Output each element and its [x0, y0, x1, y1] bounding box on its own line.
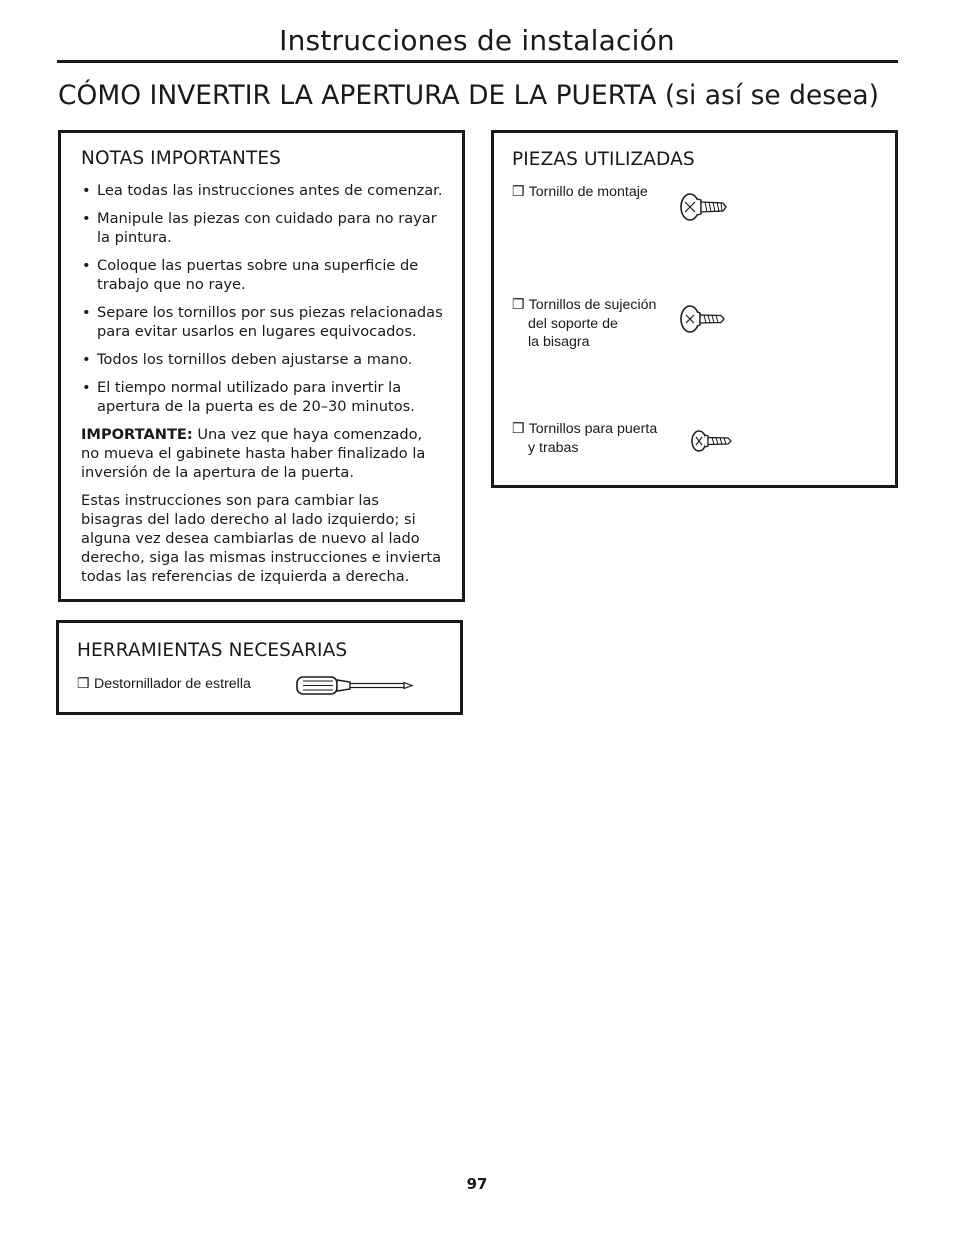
list-item: • Separe los tornillos por sus piezas relacionadas para evitar usarlos en lugares equivocados.	[81, 303, 444, 341]
list-item: • Todos los tornillos deben ajustarse a mano.	[81, 350, 444, 369]
header-divider	[57, 60, 898, 63]
part-label: Tornillo de montaje	[528, 184, 648, 200]
important-label: IMPORTANTE:	[81, 426, 193, 443]
parts-used-box	[491, 130, 898, 488]
list-item: • Lea todas las instrucciones antes de comenzar.	[81, 181, 444, 200]
section-title: CÓMO INVERTIR LA APERTURA DE LA PUERTA (si así se desea)	[58, 80, 879, 111]
list-item: • Manipule las piezas con cuidado para no rayar la pintura.	[81, 209, 444, 247]
phillips-screwdriver-icon	[295, 673, 415, 699]
part-item-mounting-screw	[512, 183, 648, 202]
part-label: Tornillos para puerta	[528, 421, 658, 437]
part-label: la bisagra	[528, 334, 590, 350]
page-title: Instrucciones de instalación	[279, 24, 675, 57]
door-stop-screw-icon	[690, 427, 734, 455]
checkbox-icon: ❒	[77, 676, 90, 692]
mounting-screw-icon	[679, 191, 729, 223]
important-text: Una vez que haya comenzado, no mueva el gabinete hasta haber finalizado la inversión de la apertura de la puerta.	[81, 426, 426, 481]
checkbox-icon: ❒	[512, 297, 525, 313]
instructions-paragraph: Estas instrucciones son para cambiar las bisagras del lado derecho al lado izquierdo; si alguna vez desea cambiarlas de nuevo al lado derecho, siga las mismas instrucciones e invierta todas las referencias de izquierda a derecha.	[81, 492, 442, 585]
important-notes-box	[58, 130, 465, 602]
page-number: 97	[466, 1175, 488, 1193]
important-notes-heading: NOTAS IMPORTANTES	[81, 148, 281, 169]
tool-item-screwdriver	[77, 675, 251, 694]
list-item: • Coloque las puertas sobre una superficie de trabajo que no raye.	[81, 256, 444, 294]
part-item-door-screws	[512, 420, 657, 457]
required-tools-box	[56, 620, 463, 715]
part-label: del soporte de	[528, 315, 618, 332]
tool-label: Destornillador de estrella	[93, 676, 251, 692]
list-item: • El tiempo normal utilizado para invertir la apertura de la puerta es de 20–30 minutos.	[81, 378, 444, 416]
required-tools-heading: HERRAMIENTAS NECESARIAS	[77, 640, 348, 661]
part-label: Tornillos de sujeción	[528, 297, 657, 313]
checkbox-icon: ❒	[512, 421, 525, 437]
checkbox-icon: ❒	[512, 184, 525, 200]
important-note	[81, 425, 444, 482]
part-item-hinge-bracket-screws	[512, 296, 656, 352]
parts-used-heading: PIEZAS UTILIZADAS	[512, 149, 695, 170]
hinge-bracket-screw-icon	[679, 303, 729, 335]
notes-list	[81, 181, 444, 416]
part-label: y trabas	[528, 439, 579, 456]
